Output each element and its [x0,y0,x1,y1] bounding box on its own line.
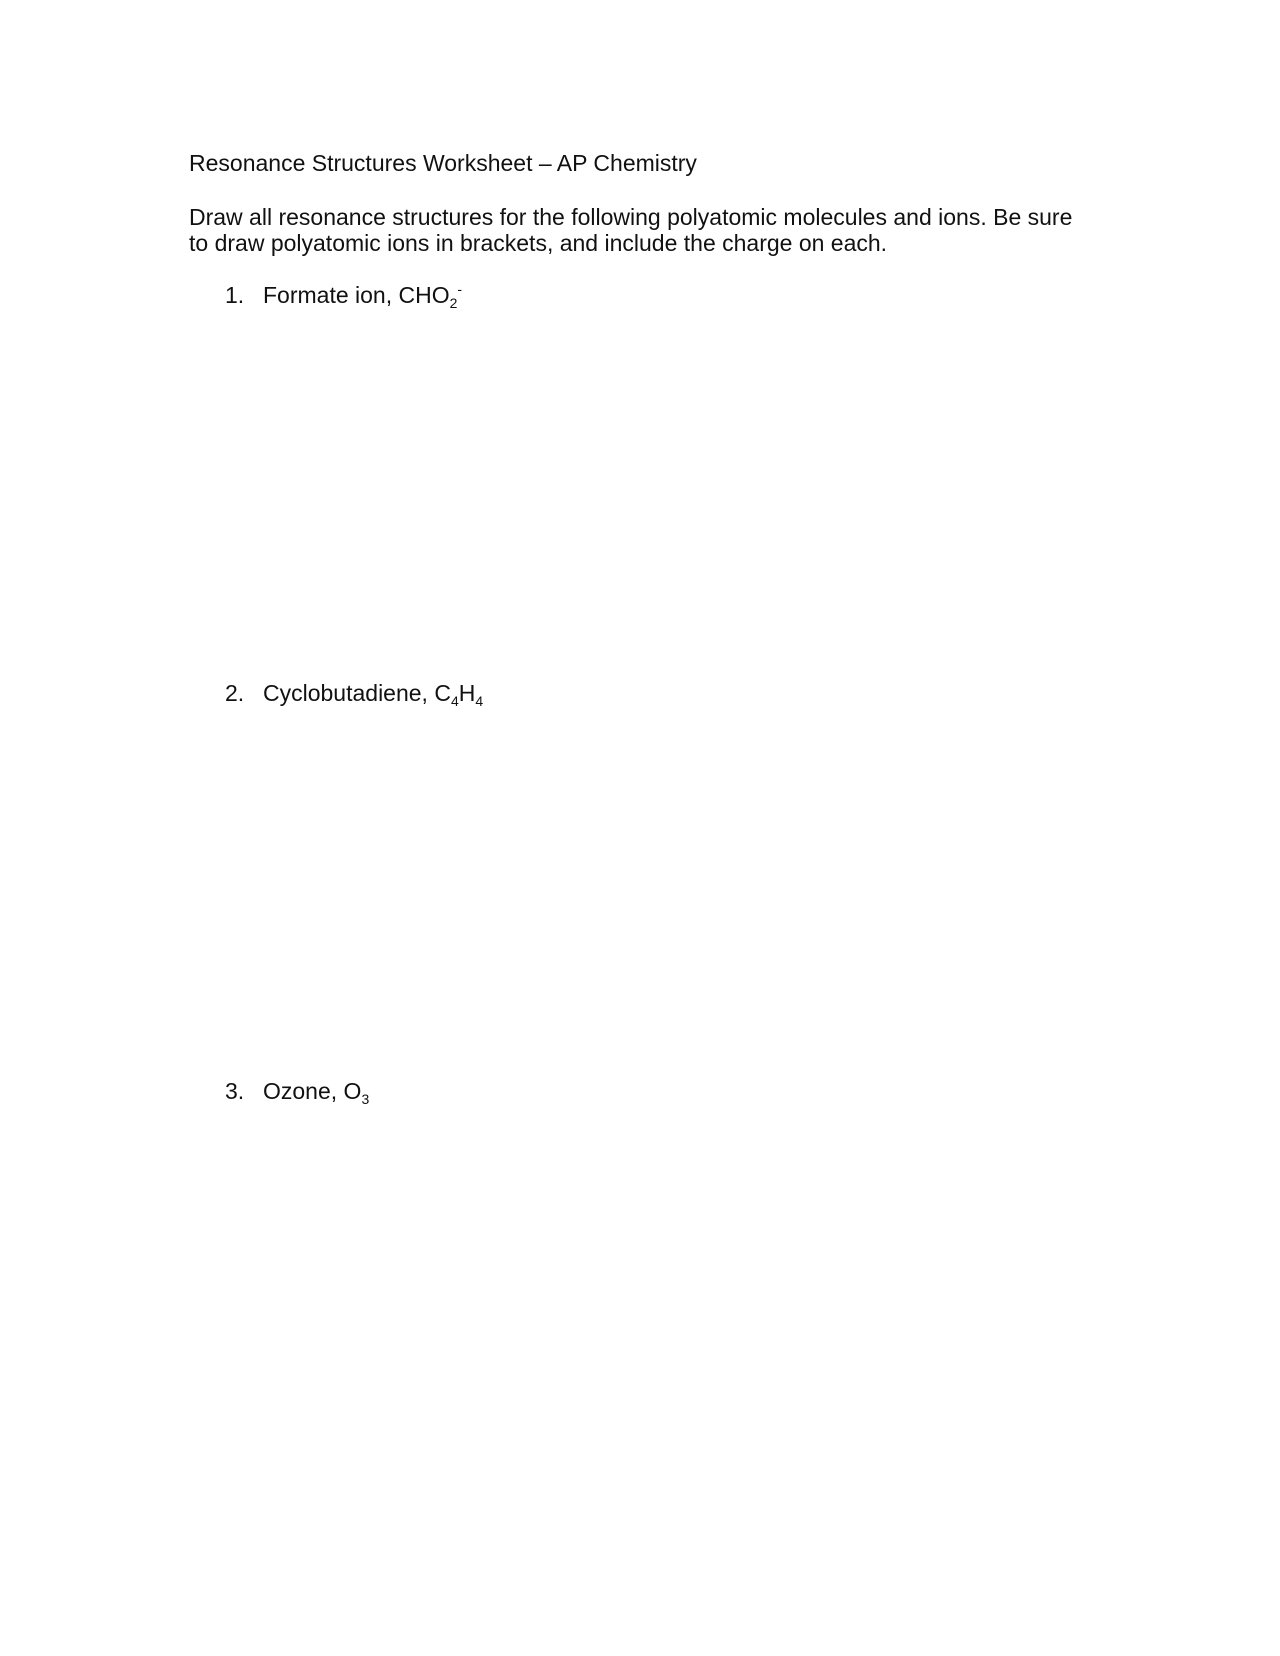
instructions [189,204,1089,256]
formula-charge: - [457,281,463,297]
formula-base: CHO [398,282,450,308]
page-title: Resonance Structures Worksheet – AP Chemistry [189,150,697,176]
question-label: Ozone, [263,1078,344,1104]
question-number: 1. [225,282,245,308]
question-number: 2. [225,680,245,706]
question-1 [225,281,463,311]
formula-subscript: 4 [475,693,484,709]
question-label: Formate ion, [263,282,399,308]
question-2 [225,680,484,709]
instructions-line-1: Draw all resonance structures for the following polyatomic molecules and ions. Be sure [189,204,1073,230]
formula-element-c: C [434,680,451,706]
instructions-line-2: to draw polyatomic ions in brackets, and include the charge on each. [189,230,888,256]
formula-base: O [343,1078,362,1104]
formula-subscript: 3 [361,1091,370,1107]
formula-subscript: 2 [449,295,458,311]
formula-element-h: H [458,680,476,706]
formula-subscript: 4 [450,693,459,709]
question-3 [225,1078,370,1107]
question-number: 3. [225,1078,245,1104]
question-label: Cyclobutadiene, [263,680,435,706]
